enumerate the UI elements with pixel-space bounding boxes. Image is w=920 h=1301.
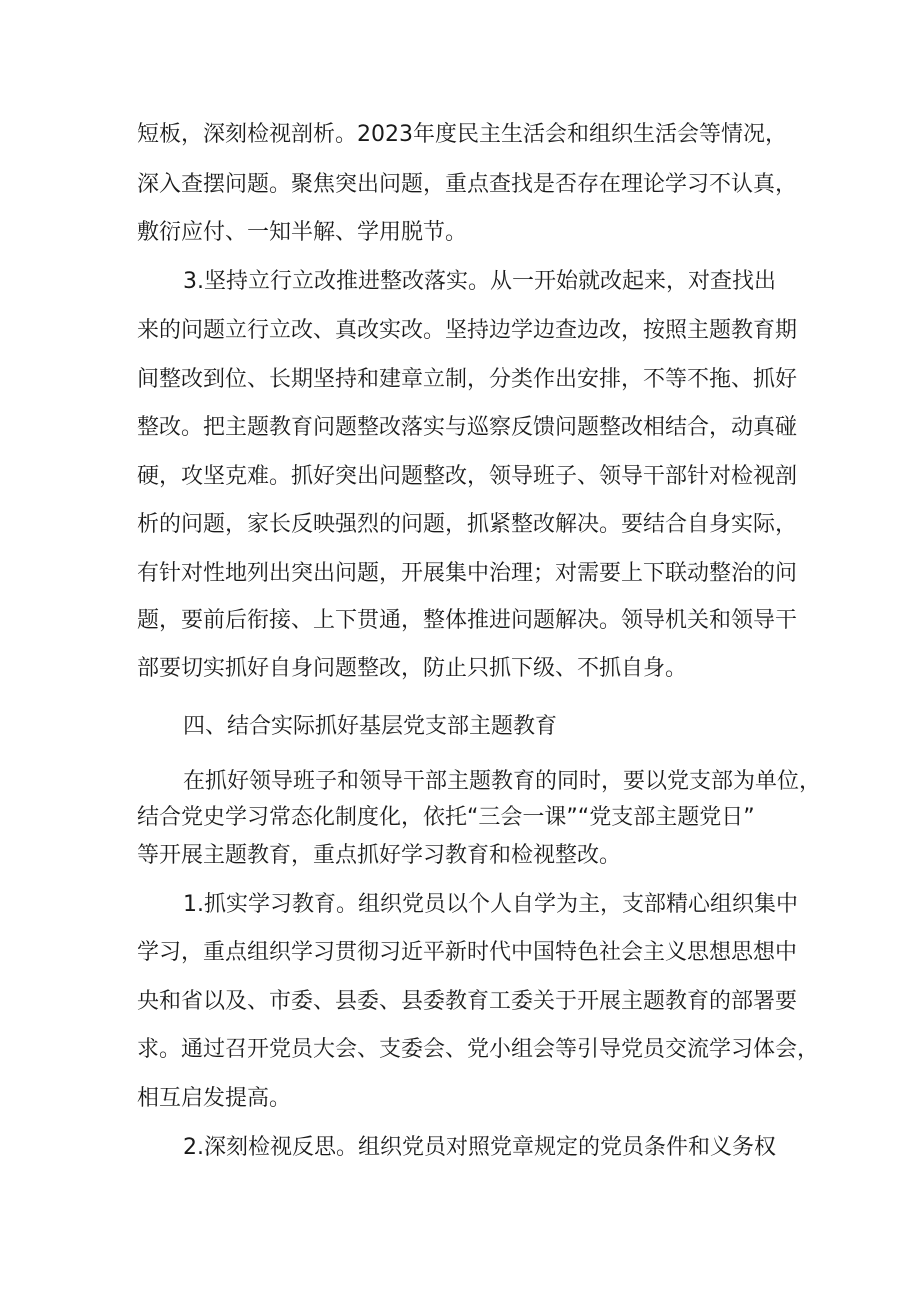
text-line: 学习，重点组织学习贯彻习近平新时代中国特色社会主义思想思想中 — [137, 940, 798, 965]
text-line: 相互启发提高。 — [137, 1086, 292, 1111]
text-line: 短板，深刻检视剖析。2023年度民主生活会和组织生活会等情况， — [137, 122, 787, 147]
text-line: 来的问题立行立改、真改实改。坚持边学边查边改，按照主题教育期 — [137, 318, 798, 343]
section-heading: 四、结合实际抓好基层党支部主题教育 — [183, 714, 558, 739]
text-line: 深入查摆问题。聚焦突出问题，重点查找是否存在理论学习不认真， — [137, 172, 798, 197]
text-line: 间整改到位、长期坚持和建章立制，分类作出安排，不等不拖、抓好 — [137, 367, 798, 392]
text-line: 有针对性地列出突出问题，开展集中治理；对需要上下联动整治的问 — [137, 561, 798, 586]
text-line: 1.抓实学习教育。组织党员以个人自学为主，支部精心组织集中 — [183, 892, 798, 917]
text-line: 求。通过召开党员大会、支委会、党小组会等引导党员交流学习体会， — [137, 1037, 820, 1062]
text-line: 2.深刻检视反思。组织党员对照党章规定的党员条件和义务权 — [183, 1135, 776, 1160]
text-line: 在抓好领导班子和领导干部主题教育的同时，要以党支部为单位， — [183, 769, 822, 794]
text-line: 3.坚持立行立改推进整改落实。从一开始就改起来，对查找出 — [183, 269, 776, 294]
text-line: 整改。把主题教育问题整改落实与巡察反馈问题整改相结合，动真碰 — [137, 415, 798, 440]
text-line: 析的问题，家长反映强烈的问题，抓紧整改解决。要结合自身实际， — [137, 512, 798, 537]
text-line: 题，要前后衔接、上下贯通，整体推进问题解决。领导机关和领导干 — [137, 608, 798, 633]
text-line: 央和省以及、市委、县委、县委教育工委关于开展主题教育的部署要 — [137, 989, 798, 1014]
text-line: 敷衍应付、一知半解、学用脱节。 — [137, 220, 468, 245]
text-line: 硬，攻坚克难。抓好突出问题整改，领导班子、领导干部针对检视剖 — [137, 464, 798, 489]
text-line: 等开展主题教育，重点抓好学习教育和检视整改。 — [137, 843, 622, 868]
text-line: 结合党史学习常态化制度化，依托“三会一课”“党支部主题党日” — [137, 805, 755, 830]
text-line: 部要切实抓好自身问题整改，防止只抓下级、不抓自身。 — [137, 656, 688, 681]
